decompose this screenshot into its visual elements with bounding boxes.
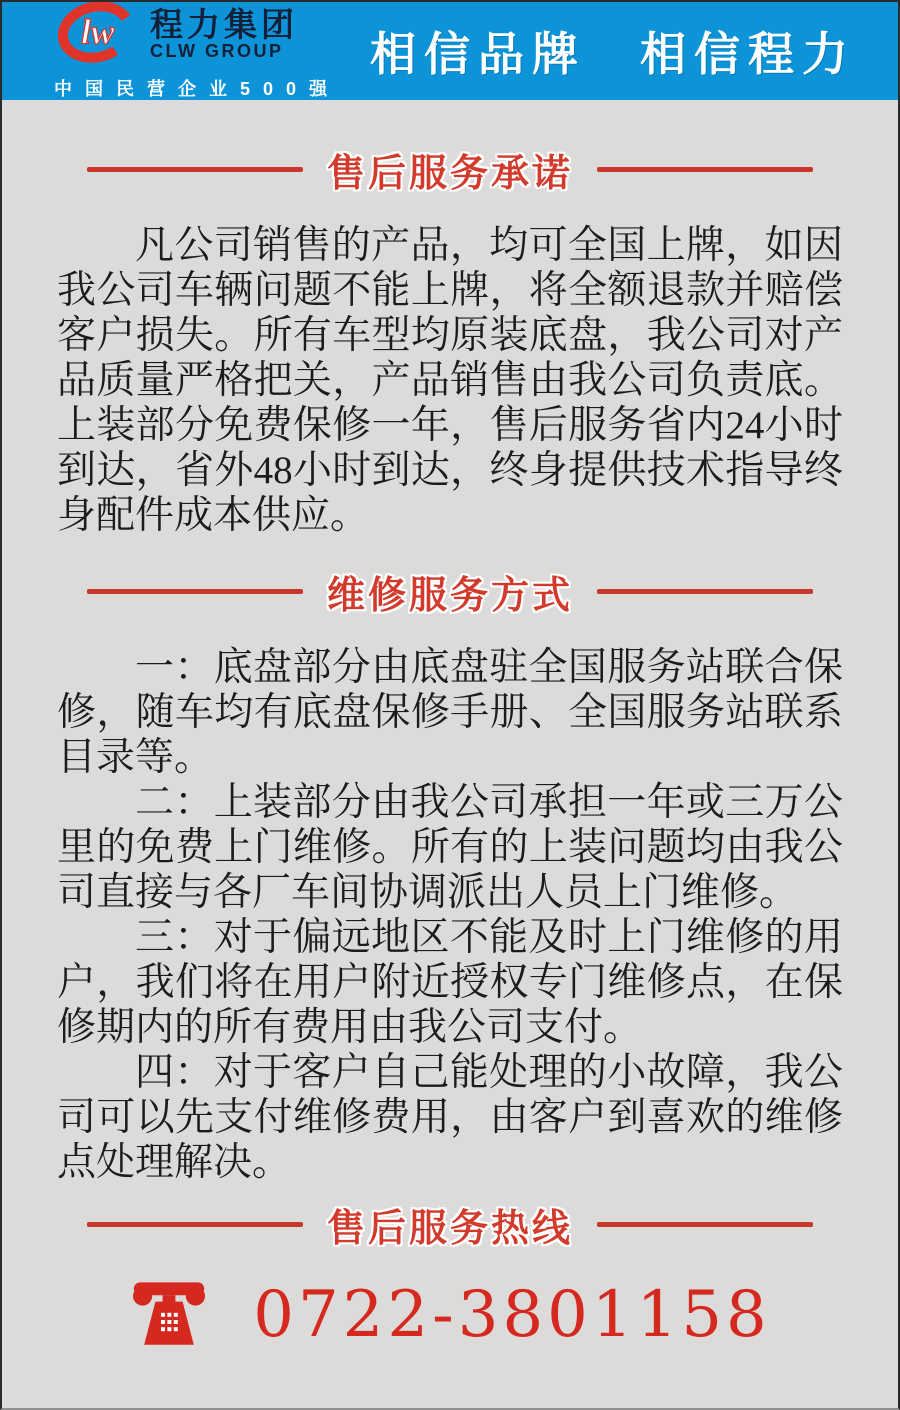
section-title-text: 维修服务方式 — [327, 575, 574, 617]
section-title-methods — [2, 564, 898, 619]
method-item-4: 四：对于客户自己能处理的小故障，我公司可以先支付维修费用，由客户到喜欢的维修点处理解决。 — [57, 1051, 843, 1184]
title-rule-right — [597, 1222, 813, 1227]
commitment-paragraphs — [2, 223, 898, 538]
svg-text:lw: lw — [81, 12, 115, 52]
methods-paragraphs — [2, 645, 898, 1185]
company-subtitle: 中国民营企业500强 — [54, 79, 341, 99]
header-banner — [2, 2, 898, 100]
company-logo — [54, 1, 340, 101]
section-title-hotline — [2, 1197, 898, 1252]
method-item-2: 二：上装部分由我公司承担一年或三万公里的免费上门维修。所有的上装问题均由我公司直接与各厂车间协调派出人员上门维修。 — [57, 781, 843, 914]
company-name-cn: 程力集团 — [150, 5, 298, 43]
brand-tagline: 相信品牌 相信程力 — [370, 29, 856, 80]
section-title-commitment — [2, 142, 898, 197]
title-rule-left — [87, 589, 303, 594]
title-rule-right — [597, 589, 813, 594]
title-rule-right — [597, 167, 813, 172]
commitment-paragraph: 凡公司销售的产品，均可全国上牌，如因我公司车辆问题不能上牌，将全额退款并赔偿客户损失。所有车型均原装底盘，我公司对产品质量严格把关，产品销售由我公司负责底。上装部分免费保修一年，售后服务省内24小时到达，省外48小时到达，终身提供技术指导终身配件成本供应。 — [57, 224, 843, 537]
hotline-row — [2, 1276, 898, 1353]
telephone-icon — [129, 1276, 209, 1353]
title-rule-left — [87, 1222, 303, 1227]
method-item-3: 三：对于偏远地区不能及时上门维修的用户，我们将在用户附近授权专门维修点，在保修期内的所有费用由我公司支付。 — [57, 916, 843, 1049]
hotline-phone-number: 0722-3801158 — [253, 1277, 771, 1352]
title-rule-left — [87, 167, 303, 172]
section-title-text: 售后服务热线 — [327, 1208, 574, 1250]
method-item-1: 一：底盘部分由底盘驻全国服务站联合保修，随车均有底盘保修手册、全国服务站联系目录等。 — [57, 646, 843, 779]
clw-logo-icon — [54, 1, 138, 68]
section-title-text: 售后服务承诺 — [327, 153, 574, 195]
company-name-en: CLW GROUP — [150, 41, 284, 62]
